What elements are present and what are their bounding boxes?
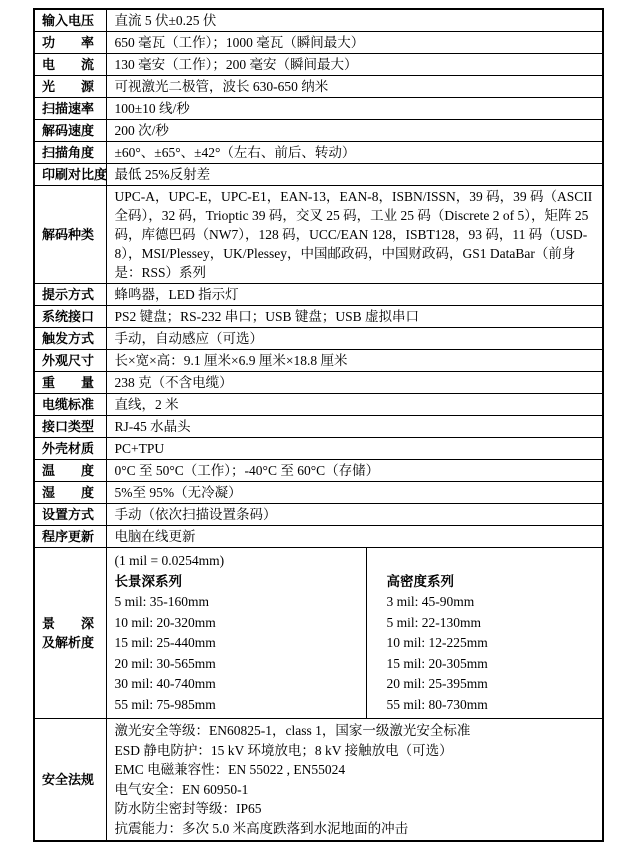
spec-value: 650 毫瓦（工作）；1000 毫瓦（瞬间最大） bbox=[106, 32, 603, 54]
spec-label: 外壳材质 bbox=[34, 438, 106, 460]
dof-high-density-item: 20 mil: 25-395mm bbox=[386, 676, 488, 691]
spec-label: 触发方式 bbox=[34, 328, 106, 350]
safety-line: EMC 电磁兼容性：EN 55022 , EN55024 bbox=[114, 762, 346, 777]
spec-table bbox=[33, 8, 604, 842]
spec-row-light-source bbox=[34, 76, 603, 98]
dof-high-density-item: 5 mil: 22-130mm bbox=[386, 614, 481, 630]
spec-row-dimensions bbox=[34, 350, 603, 372]
spec-value: 电脑在线更新 bbox=[106, 526, 603, 548]
spec-label: 解码速度 bbox=[34, 120, 106, 142]
dof-long-range-item: 20 mil: 30-565mm bbox=[114, 655, 216, 671]
dof-high-density-item: 15 mil: 20-305mm bbox=[386, 655, 488, 671]
spec-value: 最低 25%反射差 bbox=[106, 164, 603, 186]
spec-label: 输入电压 bbox=[34, 9, 106, 32]
spec-value: ±60°、±65°、±42°（左右、前后、转动） bbox=[106, 142, 603, 164]
dof-long-range-item: 30 mil: 40-740mm bbox=[114, 676, 216, 691]
spec-row-trigger-mode bbox=[34, 328, 603, 350]
spec-label: 温 度 bbox=[34, 460, 106, 482]
spec-value: 0°C 至 50°C（工作）；-40°C 至 60°C（存储） bbox=[106, 460, 603, 482]
dof-long-range-item: 55 mil: 75-985mm bbox=[114, 696, 216, 712]
spec-value: 手动，自动感应（可选） bbox=[106, 328, 603, 350]
dof-long-range-item: 5 mil: 35-160mm bbox=[114, 594, 209, 609]
safety-line: 激光安全等级：EN60825-1，class 1，国家一级激光安全标准 bbox=[114, 723, 471, 738]
safety-line: 抗震能力：多次 5.0 米高度跌落到水泥地面的冲击 bbox=[114, 820, 409, 836]
spec-label: 接口类型 bbox=[34, 416, 106, 438]
dof-label-line2: 及解析度 bbox=[42, 635, 95, 650]
dof-label-line1: 景 深 bbox=[42, 616, 95, 631]
safety-line: 防水防尘密封等级：IP65 bbox=[114, 801, 262, 816]
dof-note: (1 mil = 0.0254mm) bbox=[114, 553, 225, 568]
spec-row-system-interface bbox=[34, 306, 603, 328]
spec-row-scan-angle bbox=[34, 142, 603, 164]
spec-label: 光 源 bbox=[34, 76, 106, 98]
dof-high-density-item: 10 mil: 12-225mm bbox=[386, 635, 488, 650]
spec-row-connector-type bbox=[34, 416, 603, 438]
spec-label: 功 率 bbox=[34, 32, 106, 54]
spec-value: 直线，2 米 bbox=[106, 394, 603, 416]
spec-value: 直流 5 伏±0.25 伏 bbox=[106, 9, 603, 32]
dof-long-range-item: 10 mil: 20-320mm bbox=[114, 614, 216, 630]
spec-value: 蜂鸣器，LED 指示灯 bbox=[106, 284, 603, 306]
spec-row-print-contrast bbox=[34, 164, 603, 186]
spec-row-weight bbox=[34, 372, 603, 394]
spec-row-temperature bbox=[34, 460, 603, 482]
spec-value: PC+TPU bbox=[106, 438, 603, 460]
spec-label: 扫描角度 bbox=[34, 142, 106, 164]
spec-row-humidity bbox=[34, 482, 603, 504]
dof-long-range-item: 15 mil: 25-440mm bbox=[114, 635, 216, 650]
spec-label: 电缆标准 bbox=[34, 394, 106, 416]
safety-line: 电气安全：EN 60950-1 bbox=[114, 781, 249, 797]
spec-row-safety-regulations bbox=[34, 719, 603, 842]
spec-value: 长×宽×高：9.1 厘米×6.9 厘米×18.8 厘米 bbox=[106, 350, 603, 372]
spec-row-input-voltage bbox=[34, 9, 603, 32]
spec-value: UPC-A，UPC-E，UPC-E1，EAN-13，EAN-8，ISBN/ISSN，39 码，39 码（ASCII 全码），32 码，Trioptic 39 码，交叉 25 码，工业 25 码（Discrete 2 of 5），矩阵 25 码，库德巴码（NW7），128 码，UCC/EAN 128，ISBT128，93 码，11 码（USD-8），MSI/Plessey，UK/Plessey，中国邮政码，中国财政码，GS1 DataBar（前身是：RSS）系列 bbox=[106, 186, 603, 284]
dof-high-density-item: 55 mil: 80-730mm bbox=[386, 696, 488, 712]
spec-value: 130 毫安（工作）；200 毫安（瞬间最大） bbox=[106, 54, 603, 76]
spec-label: 提示方式 bbox=[34, 284, 106, 306]
spec-row-depth-of-field bbox=[34, 548, 603, 719]
dof-long-range-title: 长景深系列 bbox=[114, 573, 182, 589]
spec-label bbox=[34, 548, 106, 719]
spec-value: 可视激光二极管，波长 630-650 纳米 bbox=[106, 76, 603, 98]
spec-label: 解码种类 bbox=[34, 186, 106, 284]
spec-label: 印刷对比度 bbox=[34, 164, 106, 186]
dof-spacer bbox=[387, 551, 595, 572]
dof-long-range-column bbox=[107, 548, 367, 718]
spec-label: 设置方式 bbox=[34, 504, 106, 526]
spec-label: 安全法规 bbox=[34, 719, 106, 842]
spec-label: 扫描速率 bbox=[34, 98, 106, 120]
spec-row-power bbox=[34, 32, 603, 54]
spec-label: 电 流 bbox=[34, 54, 106, 76]
safety-line: ESD 静电防护：15 kV 环境放电；8 kV 接触放电（可选） bbox=[114, 742, 453, 758]
spec-value: PS2 键盘；RS-232 串口；USB 键盘；USB 虚拟串口 bbox=[106, 306, 603, 328]
spec-row-cable-standard bbox=[34, 394, 603, 416]
spec-row-indicator bbox=[34, 284, 603, 306]
safety-value-cell bbox=[106, 719, 603, 842]
spec-label: 湿 度 bbox=[34, 482, 106, 504]
spec-row-scan-rate bbox=[34, 98, 603, 120]
dof-grid bbox=[107, 548, 603, 718]
spec-value: 5%至 95%（无冷凝） bbox=[106, 482, 603, 504]
spec-value: 手动（依次扫描设置条码） bbox=[106, 504, 603, 526]
spec-value: 238 克（不含电缆） bbox=[106, 372, 603, 394]
spec-row-setup-method bbox=[34, 504, 603, 526]
spec-label: 外观尺寸 bbox=[34, 350, 106, 372]
spec-value: RJ-45 水晶头 bbox=[106, 416, 603, 438]
spec-label: 重 量 bbox=[34, 372, 106, 394]
spec-row-housing-material bbox=[34, 438, 603, 460]
spec-row-firmware-update bbox=[34, 526, 603, 548]
spec-label: 程序更新 bbox=[34, 526, 106, 548]
dof-value-cell bbox=[106, 548, 603, 719]
spec-row-current bbox=[34, 54, 603, 76]
spec-value: 100±10 线/秒 bbox=[106, 98, 603, 120]
dof-high-density-item: 3 mil: 45-90mm bbox=[386, 594, 475, 609]
spec-label: 系统接口 bbox=[34, 306, 106, 328]
spec-row-decode-speed bbox=[34, 120, 603, 142]
dof-high-density-column bbox=[367, 548, 603, 718]
spec-row-decode-types bbox=[34, 186, 603, 284]
dof-high-density-title: 高密度系列 bbox=[386, 573, 454, 589]
spec-value: 200 次/秒 bbox=[106, 120, 603, 142]
